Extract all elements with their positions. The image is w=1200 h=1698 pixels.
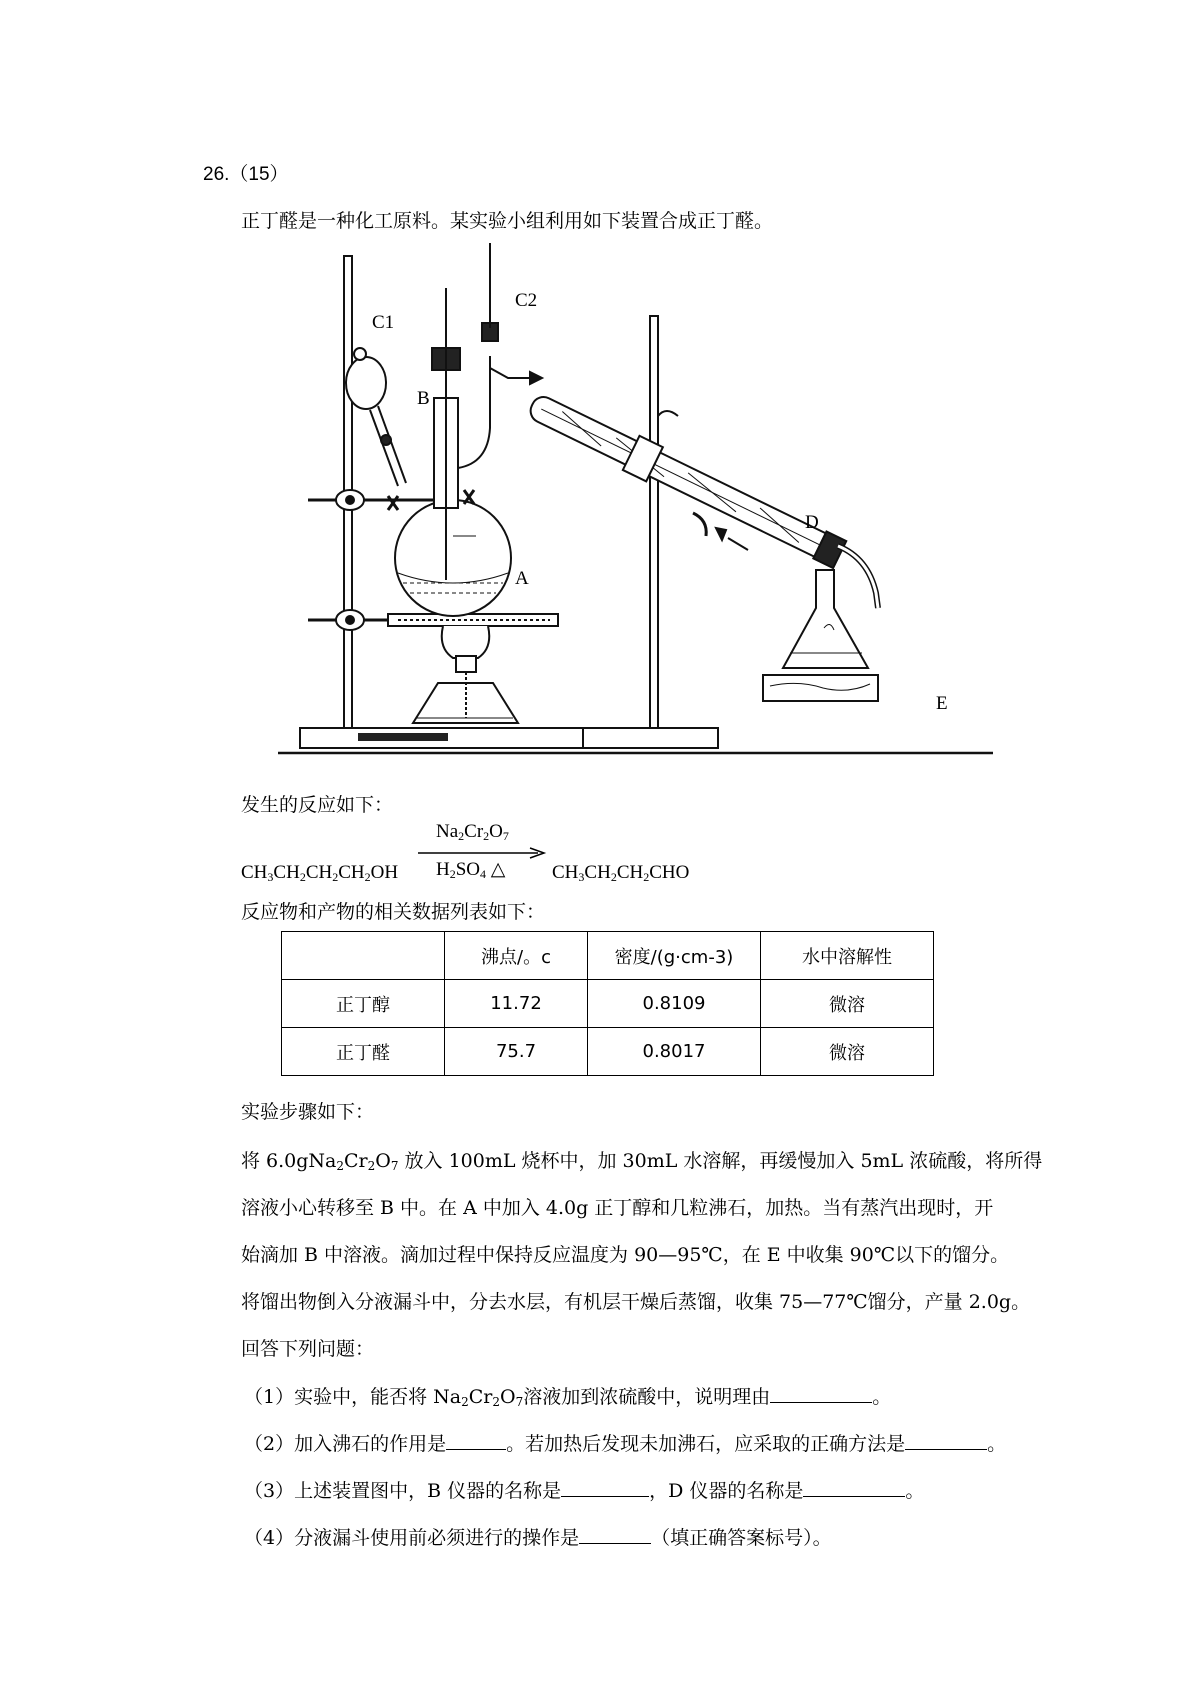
answer-blank-1[interactable] <box>770 1384 872 1403</box>
reaction-heading: 发生的反应如下： <box>241 794 394 816</box>
answer-blank-3b[interactable] <box>803 1478 905 1497</box>
table-header: 沸点/。c <box>445 932 588 980</box>
table-cell: 0.8017 <box>588 1028 761 1076</box>
condenser-d <box>524 388 848 572</box>
table-caption: 反应物和产物的相关数据列表如下： <box>241 901 546 923</box>
table-header-row <box>282 932 934 980</box>
procedure-line-3: 始滴加 B 中溶液。滴加过程中保持反应温度为 90—95℃，在 E 中收集 90℃以下的馏分。 <box>241 1244 1010 1266</box>
answer-blank-2a[interactable] <box>446 1431 506 1450</box>
table-row <box>282 1028 934 1076</box>
table-cell: 微溶 <box>761 980 934 1028</box>
flask-a <box>395 500 511 616</box>
question-4: （4）分液漏斗使用前必须进行的操作是 （填正确答案标号）。 <box>244 1527 832 1549</box>
table-cell: 正丁醛 <box>282 1028 445 1076</box>
answer-blank-4[interactable] <box>579 1525 651 1544</box>
reaction-reagent-bottom: $H_2SO_4$ △ <box>436 859 506 881</box>
questions-heading: 回答下列问题： <box>241 1338 375 1360</box>
reaction-reagent-top: $Na_2Cr_2O_7$ <box>436 821 509 843</box>
burner-flame <box>442 626 490 658</box>
middle-stand-rod <box>650 316 658 731</box>
procedure-line-4: 将馏出物倒入分液漏斗中，分去水层，有机层干燥后蒸馏，收集 75—77℃馏分，产量 2.0g。 <box>241 1291 1031 1313</box>
label-c1: C1 <box>372 312 395 333</box>
procedure-line-1: 将 $6.0gNa_2Cr_2O_7$ 放入 100mL 烧杯中，加 30mL 水溶解，再缓慢加入 5mL 浓硫酸，将所得 <box>241 1150 1043 1173</box>
question-number: 26. <box>203 164 230 185</box>
label-d: D <box>805 512 819 533</box>
table-header: 密度/(g·cm-3) <box>588 932 761 980</box>
question-intro: 正丁醛是一种化工原料。某实验小组利用如下装置合成正丁醛。 <box>241 210 774 232</box>
answer-blank-2b[interactable] <box>905 1431 987 1450</box>
heat-symbol: △ <box>490 859 506 880</box>
answer-blank-3a[interactable] <box>561 1478 649 1497</box>
middle-stand-base <box>583 728 718 748</box>
procedure-line-2: 溶液小心转移至 B 中。在 A 中加入 4.0g 正丁醇和几粒沸石，加热。当有蒸汽出现时，开 <box>241 1197 994 1219</box>
table-cell: 0.8109 <box>588 980 761 1028</box>
table-cell: 11.72 <box>445 980 588 1028</box>
table-cell: 微溶 <box>761 1028 934 1076</box>
flask-e-stand <box>763 675 878 701</box>
question-2: （2）加入沸石的作用是 。若加热后发现未加沸石，应采取的正确方法是 。 <box>244 1433 1007 1455</box>
reaction-product: $CH_3CH_2CH_2CHO$ <box>552 862 690 884</box>
apparatus-figure <box>238 228 998 768</box>
question-header <box>203 163 289 187</box>
table-header <box>282 932 445 980</box>
label-a: A <box>515 568 529 589</box>
label-c2: C2 <box>515 290 538 311</box>
table-row <box>282 980 934 1028</box>
data-table <box>281 931 934 1076</box>
question-1: （1）实验中，能否将 $Na_2Cr_2O_7$溶液加到浓硫酸中，说明理由 。 <box>244 1386 892 1409</box>
procedure-heading: 实验步骤如下： <box>241 1101 375 1123</box>
table-cell: 正丁醇 <box>282 980 445 1028</box>
table-cell: 75.7 <box>445 1028 588 1076</box>
table-header: 水中溶解性 <box>761 932 934 980</box>
question-score: （15） <box>229 164 289 185</box>
question-3: （3）上述装置图中，B 仪器的名称是 ，D 仪器的名称是 。 <box>244 1480 925 1502</box>
funnel-b <box>346 357 386 409</box>
reaction-reactant: $CH_3CH_2CH_2CH_2OH$ <box>241 862 399 884</box>
left-stand-base <box>300 728 610 748</box>
side-arm <box>458 356 490 468</box>
label-e: E <box>936 693 948 714</box>
label-b: B <box>417 388 430 409</box>
